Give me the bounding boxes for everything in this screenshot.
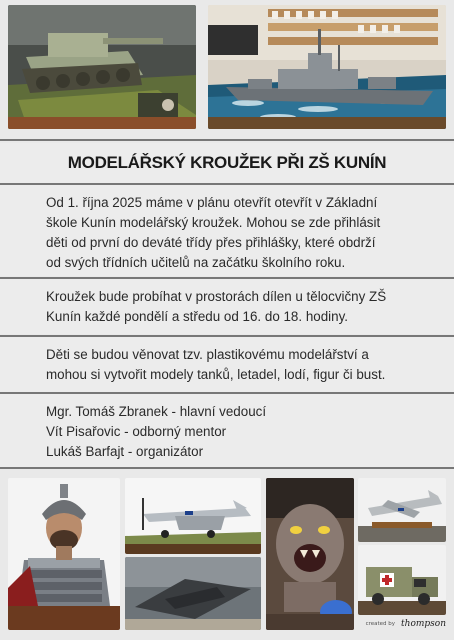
ambulance-truck-photo [358, 545, 446, 615]
credit-prefix: created by [365, 621, 396, 627]
staff-mentor: Vít Pisařovic - odborný mentor [46, 424, 227, 439]
staff-organizer: Lukáš Barfajt - organizátor [46, 444, 204, 459]
divider [0, 139, 454, 141]
staff-section [0, 394, 454, 467]
intro-section [0, 185, 454, 276]
credit-signature: thompson [401, 619, 446, 629]
text-line: Kunín každé pondělí a středu od 16. do 18. hodiny. [46, 309, 349, 324]
text-line: Děti se budou věnovat tzv. plastikovému modelářství a [46, 347, 369, 362]
text-line: od svých třídních učitelů na začátku školního roku. [46, 255, 346, 270]
roman-bust-photo [8, 478, 120, 630]
text-line: Od 1. října 2025 máme v plánu otevřít otevřít v Základní [46, 195, 378, 210]
fighter-plane-photo [125, 478, 261, 554]
creature-bust-photo [266, 478, 354, 630]
schedule-section [0, 279, 454, 334]
activities-section [0, 337, 454, 392]
text-line: Kroužek bude probíhat v prostorách dílen u tělocvičny ZŠ [46, 289, 387, 304]
credit [358, 616, 446, 632]
text-line: děti od první do deváté třídy přes přihlášky, které obdrží [46, 235, 376, 250]
stealth-plane-photo [125, 557, 261, 630]
divider [0, 467, 454, 469]
text-line: škole Kunín modelářský kroužek. Mohou se zde přihlásit [46, 215, 381, 230]
bomber-plane-photo [358, 478, 446, 542]
ship-diorama-photo [208, 5, 446, 129]
tank-diorama-photo [8, 5, 196, 129]
page-title: MODELÁŘSKÝ KROUŽEK PŘI ZŠ KUNÍN [0, 143, 454, 183]
text-line: mohou si vytvořit modely tanků, letadel, lodí, figur či bust. [46, 367, 386, 382]
staff-leader: Mgr. Tomáš Zbranek - hlavní vedoucí [46, 404, 267, 419]
